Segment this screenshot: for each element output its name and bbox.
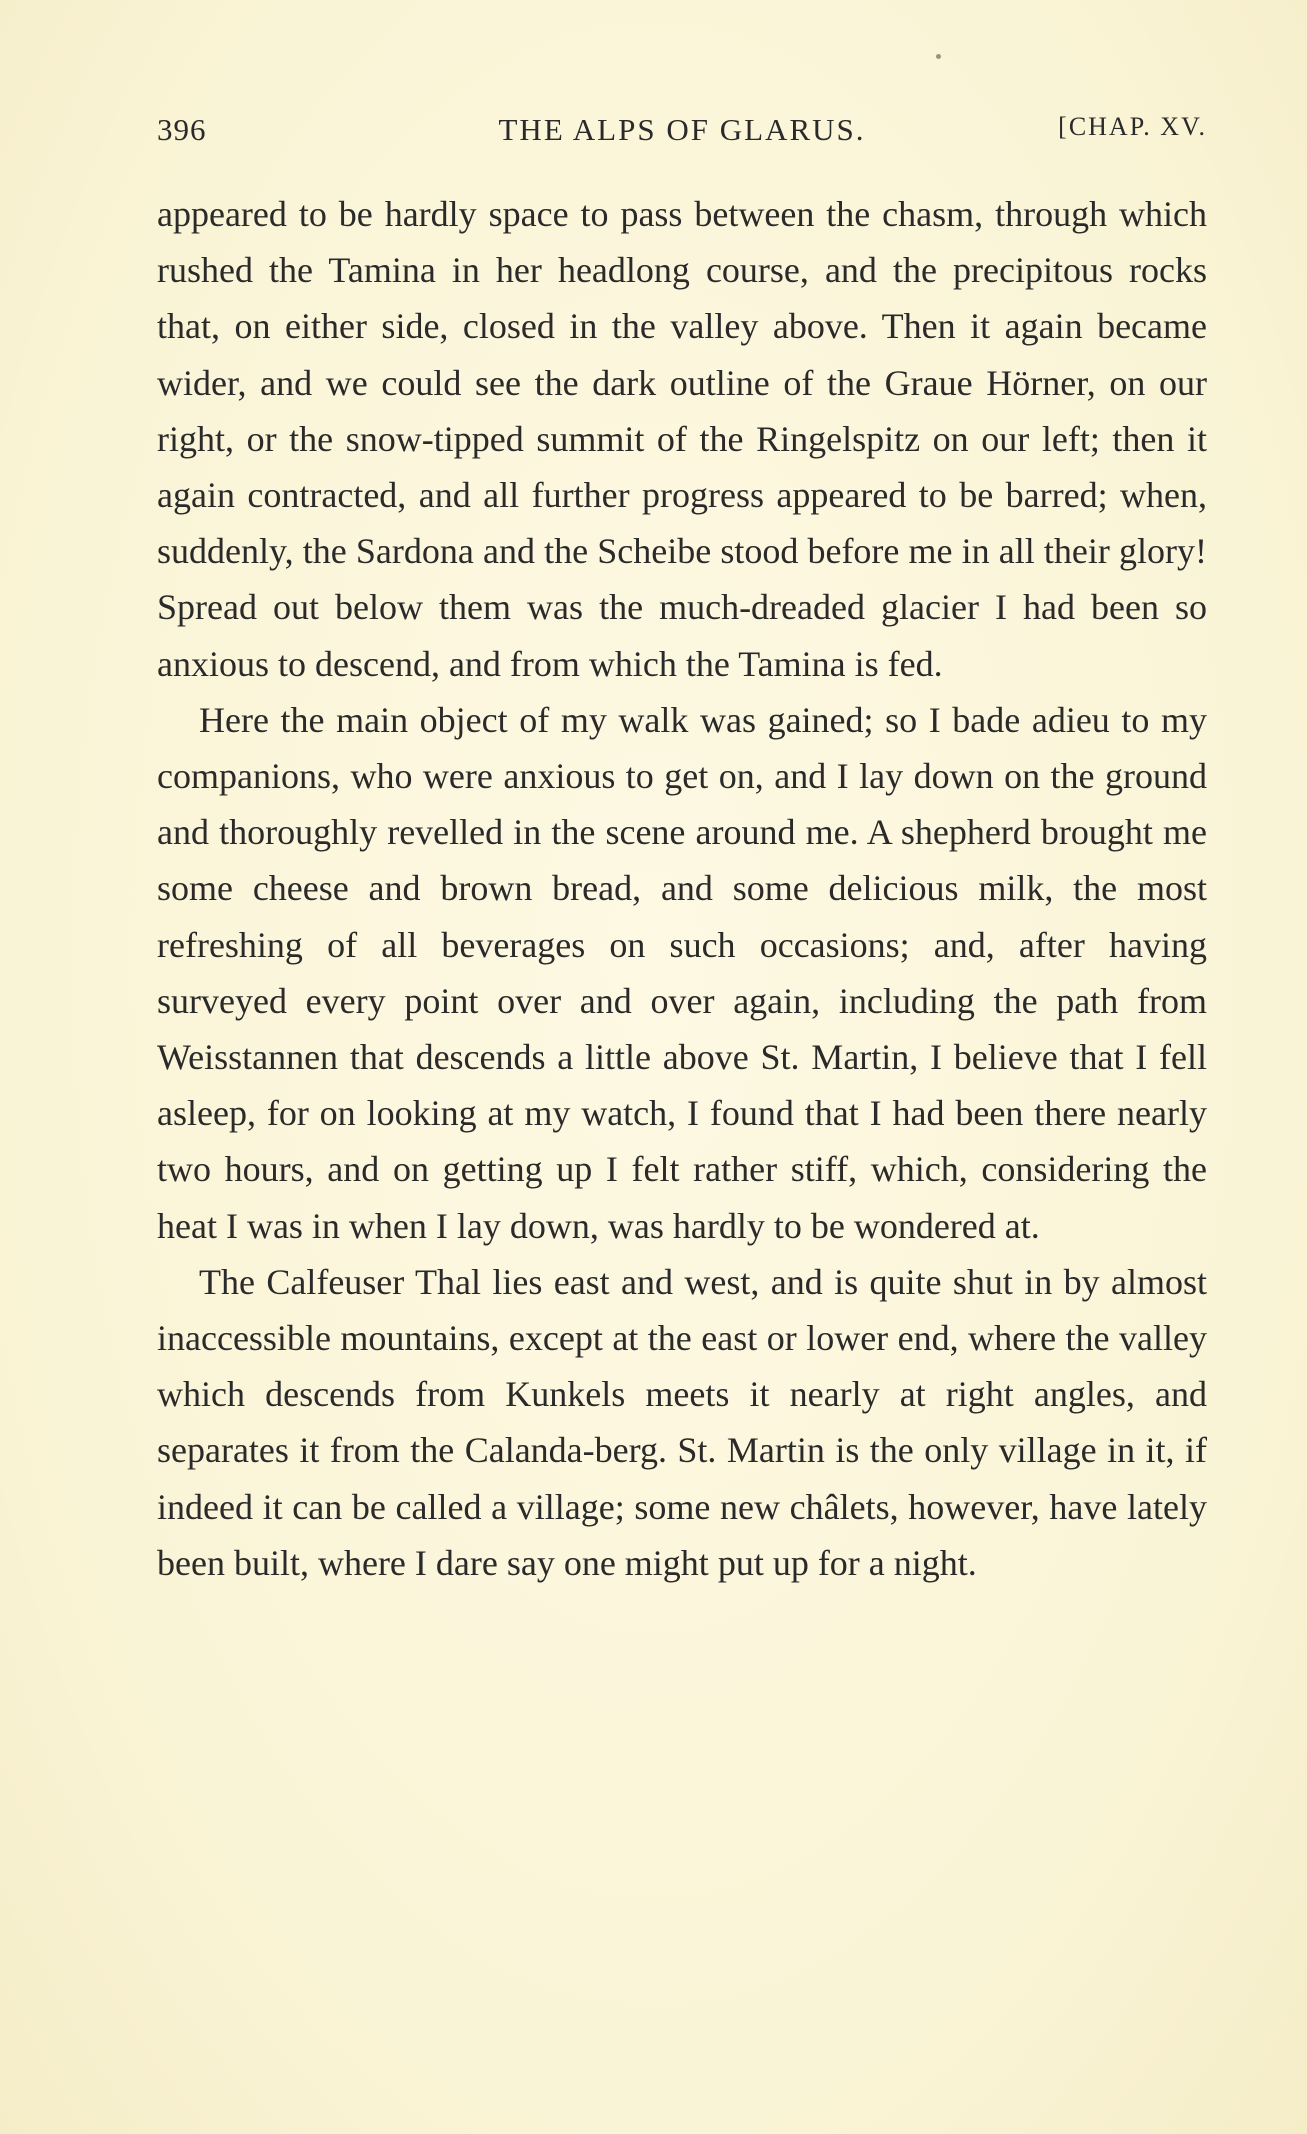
body-text [157,186,1207,1591]
running-title: THE ALPS OF GLARUS. [498,112,866,147]
paragraph-3: The Calfeuser Thal lies east and west, and is quite shut in by almost inaccessible mountains, except at the east or lower end, where the valley which descends from Kunkels meets it nearly at right angles, and separates it from the Calanda-berg. St. Martin is the only village in it, if indeed it can be called a village; some new châlets, however, have lately been built, where I dare say one might put up for a night. [157,1261,1207,1583]
page-number: 396 [157,112,207,147]
paragraph-1: appeared to be hardly space to pass between the chasm, through which rushed the Tamina in her headlong course, and the precipitous rocks that, on either side, closed in the valley above. Then it again became wider, and we could see the dark outline of the Graue Hörner, on our right, or the snow-tipped summit of the Ringelspitz on our left; then it again contracted, and all further progress appeared to be barred; when, suddenly, the Sardona and the Scheibe stood before me in all their glory! Spread out below them was the much-dreaded glacier I had been so anxious to descend, and from which the Tamina is fed. [157,194,1207,684]
running-head [157,112,1207,156]
chapter-label: [CHAP. XV. [1058,112,1207,141]
ink-speck [936,54,941,59]
paragraph-2: Here the main object of my walk was gained; so I bade adieu to my companions, who were anxious to get on, and I lay down on the ground and thoroughly revelled in the scene around me. A shepherd brought me some cheese and brown bread, and some delicious milk, the most refreshing of all beverages on such occasions; and, after having surveyed every point over and over again, including the path from Weisstannen that descends a little above St. Martin, I believe that I fell asleep, for on looking at my watch, I found that I had been there nearly two hours, and on getting up I felt rather stiff, which, considering the heat I was in when I lay down, was hardly to be wondered at. [157,699,1207,1246]
